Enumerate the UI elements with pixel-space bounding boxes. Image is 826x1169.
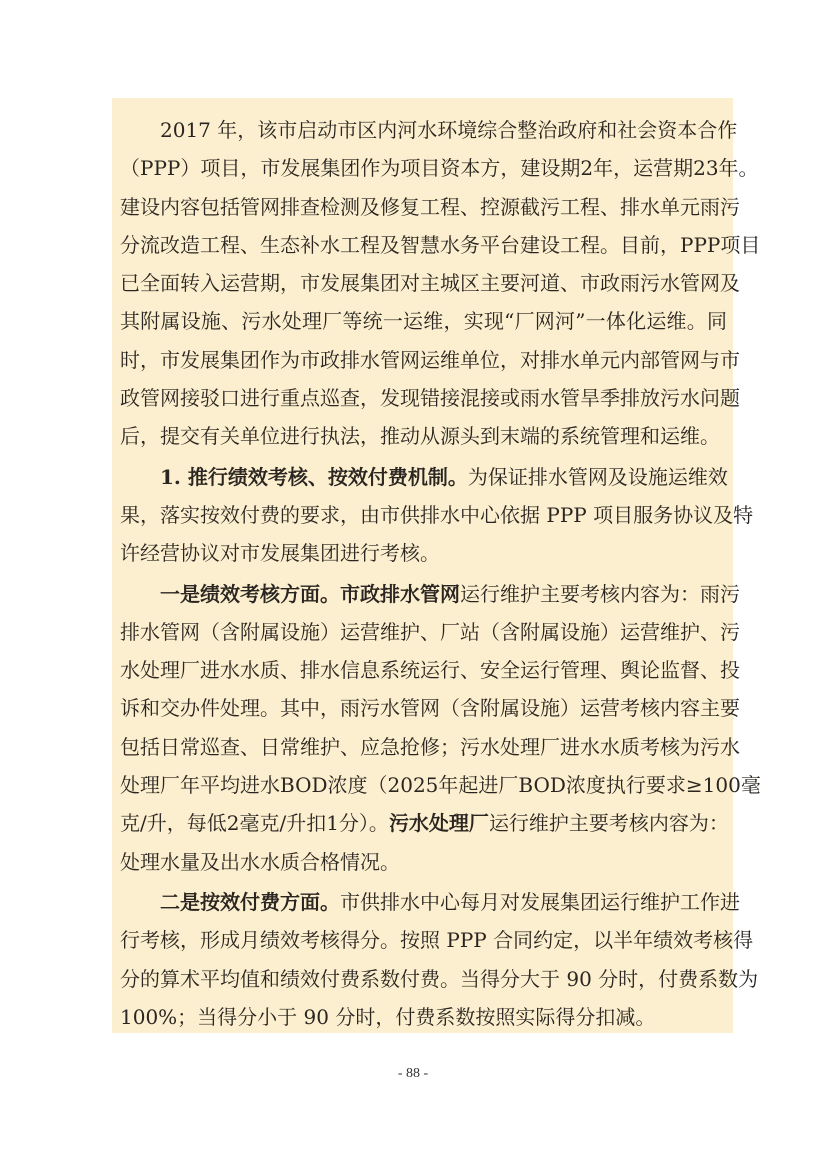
text-line	[120, 264, 740, 302]
paragraph	[120, 458, 754, 573]
body-text: 许经营协议对市发展集团进行考核。	[120, 541, 440, 566]
text-line	[120, 766, 761, 804]
text-line	[120, 804, 727, 842]
text-line	[120, 417, 727, 455]
page-number: - 88 -	[397, 1066, 429, 1081]
text-line	[120, 496, 754, 534]
bold-heading-text: 二是按效付费方面。	[160, 889, 340, 914]
body-text: 2017 年，该市启动市区内河水环境综合整治政府和社会资本合作	[160, 118, 738, 142]
text-line	[120, 689, 740, 727]
body-text: 处理水量及出水水质合格情况。	[120, 849, 400, 874]
text-line	[120, 613, 740, 651]
text-line	[120, 458, 727, 496]
text-line	[120, 534, 727, 572]
body-text: 果，落实按效付费的要求，由市供排水中心依据 PPP 项目服务协议及特	[120, 502, 754, 527]
paragraph	[120, 575, 761, 881]
text-line	[120, 341, 740, 379]
body-text: 时，市发展集团作为市政排水管网运维单位，对排水单元内部管网与市	[120, 347, 740, 372]
body-text: 后，提交有关单位进行执法，推动从源头到末端的系统管理和运维。	[120, 424, 720, 449]
text-line	[120, 998, 727, 1036]
bold-heading-text: 一是绩效考核方面。市政排水管网	[160, 581, 460, 606]
body-text: 其附属设施、污水处理厂等统一运维，实现“厂网河”一体化运维。同	[120, 309, 727, 334]
text-line	[120, 379, 740, 417]
text-line	[120, 960, 759, 998]
body-text: 分的算术平均值和绩效付费系数付费。当得分大于 90 分时，付费系数为	[120, 966, 759, 991]
text-line	[120, 843, 727, 881]
document-body	[120, 111, 761, 1038]
text-line	[120, 226, 761, 264]
bold-heading-text: 污水处理厂	[388, 811, 489, 836]
body-text: 水处理厂进水水质、排水信息系统运行、安全运行管理、舆论监督、投	[120, 658, 740, 683]
paragraph	[120, 883, 759, 1036]
text-line	[120, 188, 740, 226]
text-line	[120, 728, 740, 766]
paragraph-gap	[120, 1036, 727, 1038]
body-text: 运行维护主要考核内容为：雨污	[460, 581, 740, 606]
text-line	[120, 921, 754, 959]
text-line	[120, 149, 759, 187]
body-text: 为保证排水管网及设施运维效	[467, 464, 728, 489]
text-line	[120, 302, 727, 340]
paragraph	[120, 111, 761, 456]
text-line	[120, 575, 740, 613]
text-line	[120, 111, 738, 149]
body-text: 行考核，形成月绩效考核得分。按照 PPP 合同约定，以半年绩效考核得	[120, 928, 754, 953]
body-text: 市供排水中心每月对发展集团运行维护工作进	[340, 889, 740, 914]
body-text: 处理厂年平均进水BOD浓度（2025年起进厂BOD浓度执行要求≥100毫	[120, 773, 761, 798]
body-text: 100%；当得分小于 90 分时，付费系数按照实际得分扣减。	[120, 1004, 656, 1029]
body-text: 已全面转入运营期，市发展集团对主城区主要河道、市政雨污水管网及	[120, 271, 740, 296]
body-text: 分流改造工程、生态补水工程及智慧水务平台建设工程。目前，PPP项目	[120, 232, 761, 257]
bold-heading-text: 1. 推行绩效考核、按效付费机制。	[160, 464, 468, 489]
text-line	[120, 883, 740, 921]
body-text: 建设内容包括管网排查检测及修复工程、控源截污工程、排水单元雨污	[120, 194, 740, 219]
body-text: 诉和交办件处理。其中，雨污水管网（含附属设施）运营考核内容主要	[120, 696, 740, 721]
body-text: 政管网接驳口进行重点巡查，发现错接混接或雨水管旱季排放污水问题	[120, 386, 740, 411]
body-text: 克/升，每低2毫克/升扣1分）。	[120, 811, 389, 836]
text-line	[120, 651, 740, 689]
body-text: 排水管网（含附属设施）运营维护、厂站（含附属设施）运营维护、污	[120, 619, 740, 644]
body-text: 运行维护主要考核内容为：	[488, 811, 729, 836]
body-text: （PPP）项目，市发展集团作为项目资本方，建设期2年，运营期23年。	[120, 156, 759, 181]
body-text: 包括日常巡查、日常维护、应急抢修；污水处理厂进水水质考核为污水	[120, 734, 740, 759]
